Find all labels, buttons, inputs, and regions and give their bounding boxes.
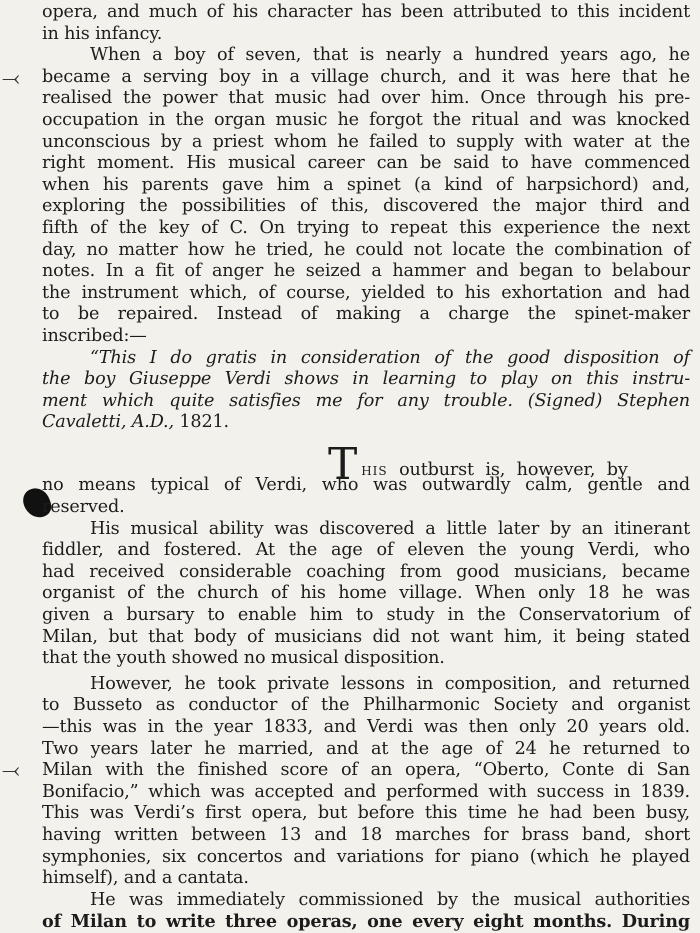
margin-mark-2: ⤙ — [2, 758, 20, 783]
text-line: However, he took private lessons in composition, and returned — [90, 673, 690, 694]
quote-signature: Cavaletti, A.D., — [42, 412, 174, 433]
text-line: became a serving boy in a village church, and it was here that he — [42, 66, 690, 87]
text-line: reserved. — [42, 497, 125, 518]
text-line: Two years later he married, and at the age of 24 he returned to — [42, 738, 690, 759]
text-line: in his infancy. — [42, 23, 163, 44]
paragraph-3 — [42, 519, 690, 670]
text-line: occupation in the organ music he forgot the ritual and was knocked — [42, 109, 690, 130]
text-line: Milan, but that body of musicians did not want him, it being stated — [42, 626, 690, 647]
text-line: When a boy of seven, that is nearly a hundred years ago, he — [90, 45, 690, 66]
drop-cap: T — [328, 438, 358, 490]
text-line: —this was in the year 1833, and Verdi was then only 20 years old. — [42, 717, 690, 737]
text-line: to be repaired. Instead of making a charge the spinet-maker — [42, 304, 690, 325]
quote-line — [42, 412, 690, 434]
paragraph-4 — [42, 674, 690, 890]
quote-year: 1821. — [173, 412, 229, 433]
text-line: Bonifacio,” which was accepted and performed with success in 1839. — [42, 781, 690, 802]
drop-cap-rest: outburst is, however, by — [387, 459, 628, 480]
text-line: organist of the church of his home village. When only 18 he was — [42, 583, 690, 604]
text-line: to Busseto as conductor of the Philharmonic Society and organist — [42, 695, 690, 716]
text-line: Milan with the finished score of an opera, “Oberto, Conte di San — [42, 760, 690, 781]
drop-cap-smallcaps: his — [361, 459, 388, 480]
text-line: fifth of the key of C. On trying to repeat this experience the next — [42, 217, 690, 238]
paragraph-2 — [42, 438, 690, 519]
quote-line: the boy Giuseppe Verdi shows in learning to play on this instru- — [42, 369, 690, 390]
text-line: fiddler, and fostered. At the age of eleven the young Verdi, who — [42, 540, 690, 561]
margin-mark-1: ⤙ — [2, 66, 20, 91]
text-line: having written between 13 and 18 marches for brass band, short — [42, 824, 690, 845]
text-line: that the youth showed no musical disposition. — [42, 648, 445, 669]
text-line: had received considerable coaching from good musicians, became — [42, 561, 690, 582]
text-line: symphonies, six concertos and variations for piano (which he played — [42, 846, 690, 867]
text-line: realised the power that music had over him. Once through his pre- — [42, 88, 690, 109]
paragraph-1 — [42, 45, 690, 347]
text-line: This was Verdi’s first opera, but before this time he had been busy, — [42, 803, 690, 824]
text-line: exploring the possibilities of this, discovered the major third and — [42, 196, 690, 217]
document-page — [42, 0, 690, 933]
text-line: His musical ability was discovered a little later by an itinerant — [90, 518, 690, 539]
quote-line: “This I do gratis in consideration of the good disposition of — [90, 347, 690, 368]
text-line: He was immediately commissioned by the musical authorities — [90, 889, 690, 910]
text-line: the instrument which, of course, yielded to his exhortation and had — [42, 282, 690, 303]
paragraph-5 — [42, 890, 690, 933]
text-line: right moment. His musical career can be said to have commenced — [42, 153, 690, 174]
text-line: opera, and much of his character has been attributed to this incident — [42, 2, 690, 22]
text-line: given a bursary to enable him to study in the Conservatorium of — [42, 605, 690, 626]
text-line: when his parents gave him a spinet (a kind of harpsichord) and, — [42, 174, 690, 195]
text-line: day, no matter how he tried, he could not locate the combination of — [42, 239, 690, 260]
text-line: no means typical of Verdi, who was outwardly calm, gentle and — [42, 475, 690, 496]
text-line: himself), and a cantata. — [42, 868, 249, 889]
text-line: unconscious by a priest whom he failed to supply with water at the — [42, 131, 690, 152]
text-line: notes. In a fit of anger he seized a hammer and began to belabour — [42, 261, 690, 282]
text-line: inscribed:— — [42, 325, 147, 346]
text-line: of Milan to write three operas, one every eight months. During — [42, 911, 690, 933]
paragraph-intro — [42, 2, 690, 45]
quoted-inscription — [42, 348, 690, 434]
quote-line: ment which quite satisfies me for any trouble. (Signed) Stephen — [42, 390, 690, 411]
